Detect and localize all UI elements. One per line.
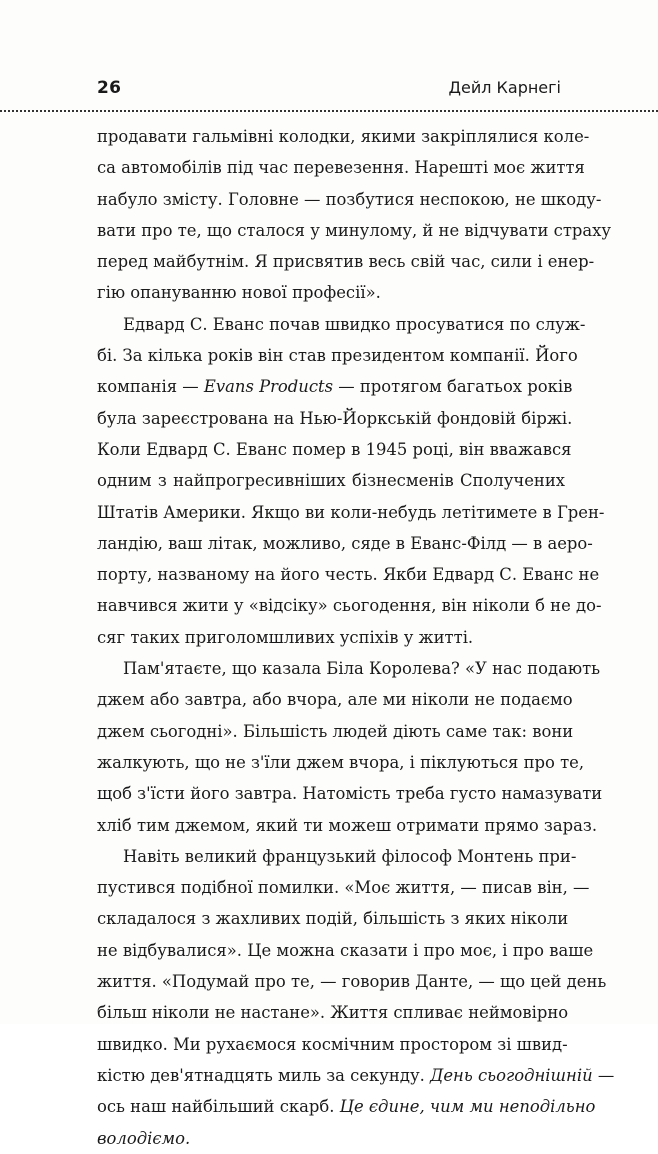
italic-text: Це єдине, чим ми неподільно — [339, 1097, 596, 1117]
text-run: набуло змісту. Головне — позбутися неспокою, не шкоду- — [97, 189, 602, 209]
text-line — [97, 903, 569, 934]
text-run: — протягом багатьох років — [333, 377, 573, 397]
text-run: жалкують, що не з'їли джем вчора, і піклуються про те, — [97, 752, 585, 772]
text-run: навчився жити у «відсіку» сьогодення, він ніколи б не до- — [97, 596, 602, 616]
text-run: гію опануванню нової професії». — [97, 283, 381, 303]
text-run: не відбувалися». Це можна сказати і про моє, і про ваше — [97, 940, 594, 960]
text-line — [97, 309, 586, 340]
page-number: 26 — [97, 78, 122, 98]
text-run: щоб з'їсти його завтра. Натомість треба густо намазувати — [97, 784, 603, 804]
text-run: Коли Едвард С. Еванс помер в 1945 році, він вважався — [97, 439, 572, 459]
text-run: була зареєстрована на Нью-Йоркській фондовій біржі. — [97, 408, 573, 428]
text-line — [97, 246, 595, 277]
text-run: са автомобілів під час перевезення. Нарешті моє життя — [97, 158, 585, 178]
text-run: компанія — — [97, 377, 204, 397]
text-line — [97, 559, 600, 590]
text-line — [97, 1123, 565, 1154]
text-run: пустився подібної помилки. «Моє життя, — писав він, — — [97, 878, 590, 898]
text-line — [97, 1091, 596, 1122]
text-run: Штатів Америки. Якщо ви коли-небудь летітимете в Грен- — [97, 502, 605, 522]
text-line — [97, 1029, 568, 1060]
text-run: перед майбутнім. Я присвятив весь свій час, сили і енер- — [97, 252, 595, 272]
text-line — [97, 434, 572, 465]
text-line — [97, 465, 565, 496]
page-header — [97, 78, 561, 102]
text-line — [97, 184, 602, 215]
italic-text: Evans Products — [203, 377, 334, 397]
text-run: швидко. Ми рухаємося космічним простором зі швид- — [97, 1034, 568, 1054]
text-line — [97, 622, 565, 653]
text-run: Пам'ятаєте, що казала Біла Королева? «У нас подають — [123, 659, 601, 679]
text-run: кістю дев'ятнадцять миль за секунду. — [97, 1065, 431, 1085]
text-run: вати про те, що сталося у минулому, й не відчувати страху — [97, 220, 612, 240]
text-line — [97, 872, 590, 903]
text-line — [97, 810, 598, 841]
text-line — [97, 528, 593, 559]
text-line — [97, 1060, 615, 1091]
text-run: джем сьогодні». Більшість людей діють саме так: вони — [97, 721, 574, 741]
text-line — [97, 590, 602, 621]
text-line — [97, 684, 573, 715]
text-line — [97, 403, 573, 434]
header-dotted-rule — [0, 110, 658, 112]
paragraph — [97, 121, 612, 309]
text-run: бі. За кілька років він став президентом компанії. Його — [97, 346, 578, 366]
paragraph — [97, 841, 615, 1154]
text-run: — — [592, 1065, 615, 1085]
text-line — [97, 935, 594, 966]
running-title: Дейл Карнегі — [448, 78, 561, 97]
text-run: більш ніколи не настане». Життя спливає неймовірно — [97, 1003, 569, 1023]
text-line — [97, 747, 585, 778]
text-line — [97, 841, 577, 872]
text-run: ось наш найбільший скарб. — [97, 1097, 340, 1117]
text-line — [97, 653, 601, 684]
text-line — [97, 778, 603, 809]
paragraph — [97, 309, 605, 653]
text-line — [97, 371, 573, 402]
text-run: хліб тим джемом, який ти можеш отримати прямо зараз. — [97, 815, 598, 835]
text-line — [97, 277, 565, 308]
text-line — [97, 340, 578, 371]
paragraph — [97, 653, 603, 841]
text-line — [97, 966, 607, 997]
text-run: продавати гальмівні колодки, якими закріплялися коле- — [97, 127, 590, 146]
text-line — [97, 215, 612, 246]
text-run: джем або завтра, або вчора, але ми ніколи не подаємо — [97, 690, 573, 710]
text-run: ландію, ваш літак, можливо, сяде в Еванс-Філд — в аеро- — [97, 533, 593, 553]
text-run: сяг таких приголомшливих успіхів у житті. — [97, 627, 474, 647]
body-text — [97, 121, 615, 1154]
text-run: порту, названому на його честь. Якби Едвард С. Еванс не — [97, 565, 600, 585]
text-run: Едвард С. Еванс почав швидко просуватися по служ- — [123, 314, 586, 334]
text-line — [97, 497, 605, 528]
text-run: одним з найпрогресивніших бізнесменів Сполучених — [97, 471, 565, 491]
text-line — [97, 716, 574, 747]
text-run: життя. «Подумай про те, — говорив Данте, — що цей день — [97, 972, 607, 992]
text-run: складалося з жахливих подій, більшість з яких ніколи — [97, 909, 569, 929]
text-run: Навіть великий французький філософ Монтень при- — [123, 846, 577, 866]
italic-text: володіємо. — [97, 1128, 191, 1148]
italic-text: День сьогоднішній — [430, 1065, 593, 1085]
text-line — [97, 152, 585, 183]
text-line — [97, 121, 590, 152]
